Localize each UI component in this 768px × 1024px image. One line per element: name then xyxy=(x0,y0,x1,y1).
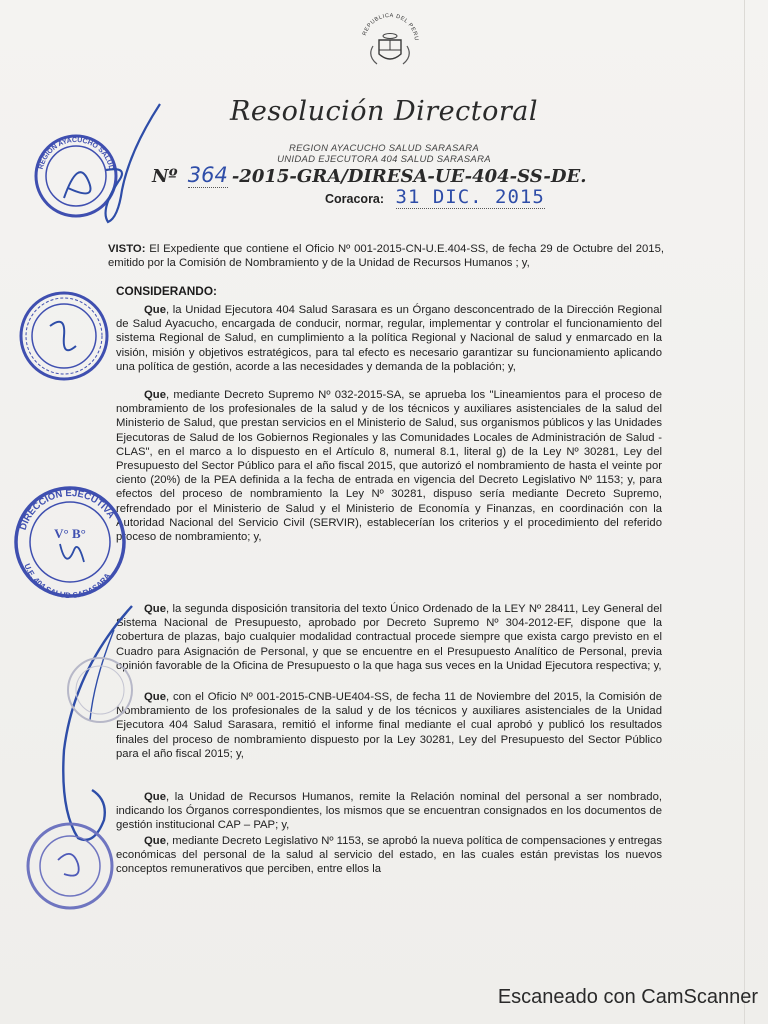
paragraph-lead: Que xyxy=(144,835,166,847)
paragraph-text: , la segunda disposición transitoria del texto Único Ordenado de la LEY Nº 28411, Ley General del Sistema Nacional de Presupuesto, aprobado por Decreto Supremo Nº 304-2012-EF, dispone que la cobertura de plazas, bajo cualquier modalidad contractual procede siempre que exista cargo previsto en el Cuadro para Asignación de Personal, y que se encuentre en el Presupuesto Analítico de Personal, previa opinión favorable de la Oficina de Presupuesto o la que haga sus veces en la Unidad Ejecutora respectiva; y, xyxy=(116,603,662,672)
paragraph-text: , la Unidad Ejecutora 404 Salud Sarasara es un Órgano desconcentrado de la Dirección Regional de Salud Ayacucho, encargada de conducir, normar, regular, implementar y controlar el funcionamiento del sistema Regional de Salud, en cumplimiento a la política Regional y Nacional de salud y enmarcado en la visión, misión y objetivos estratégicos, para tal efecto es necesario garantizar su funcionamiento aplicando una política de gestión, acorde a las necesidades y demanda de la población; y, xyxy=(116,304,662,373)
unit-subtitle: UNIDAD EJECUTORA 404 SALUD SARASARA xyxy=(277,154,491,165)
region-subtitle: REGION AYACUCHO SALUD SARASARA xyxy=(288,143,480,154)
paragraph-1 xyxy=(116,303,662,374)
paragraph-lead: Que xyxy=(144,791,166,803)
seal-3-vb: V° B° xyxy=(54,526,86,541)
peru-coat-of-arms-icon xyxy=(355,6,425,76)
official-seal-3 xyxy=(8,480,132,604)
place-label: Coracora: xyxy=(325,192,385,206)
paragraph-4 xyxy=(116,690,662,761)
official-seal-2 xyxy=(14,286,114,386)
paragraph-5 xyxy=(116,790,662,833)
paragraph-lead: Que xyxy=(144,389,166,401)
paragraph-text: , con el Oficio Nº 001-2015-CNB-UE404-SS, de fecha 11 de Noviembre del 2015, la Comisión de Nombramiento de los profesionales de la salud y de los técnicos y auxiliares asistenciales de la Unidad Ejecutora 404 Salud Sarasara, remitió el informe final mediante el cual aprobó y publicó los resultados finales del proceso de nombramiento dispuesto por la Ley 30281, Ley del Presupuesto del Sector Público para el año fiscal 2015; y, xyxy=(116,691,662,760)
official-seal-4 xyxy=(20,816,120,916)
seal-1-text: REGION AYACUCHO SALUD xyxy=(37,136,115,171)
paragraph-text: , la Unidad de Recursos Humanos, remite la Relación nominal del personal a ser nombrado, indicando los Órganos correspondientes, los mismos que se encuentran consignados en los documentos de gestión institucional CAP – PAP; y, xyxy=(116,791,662,832)
paragraph-text: , mediante Decreto Supremo Nº 032-2015-SA, se aprueba los "Lineamientos para el proceso de nombramiento de los profesionales de la salud y de los técnicos y auxiliares asistenciales de la salud del Ministerio de Salud, que prestan servicios en el Ministerio de Salud, sus organismos públicos y las Unidades Ejecutoras de Salud de los Gobiernos Regionales y las Comunidades Locales de Administración de Salud -CLAS", en el marco a lo dispuesto en el Artículo 8, numeral 8.1, literal g) de la Ley Nº 30281, Ley del Presupuesto del Sector Público para el año fiscal 2015, que autorizó el nombramiento de hasta el veinte por ciento (20%) de la PEA definida a la fecha de entrada en vigencia del Decreto Legislativo Nº 1153; y, para efectos del proceso de nombramiento la Ley Nº 30281, dispuso sería mediante Decreto Supremo, refrendado por el Ministerio de Salud y el Ministerio de Economía y Finanzas, en coordinación con la Autoridad Nacional del Servicio Civil (SERVIR), establecerían los criterios y el procedimiento del referido proceso de nombramiento; y, xyxy=(116,389,662,544)
place-date xyxy=(325,186,545,208)
number-suffix: -2015-GRA/DIRESA-UE-404-SS-DE. xyxy=(231,166,587,187)
paragraph-2 xyxy=(116,388,662,544)
paragraph-3 xyxy=(116,602,662,673)
svg-text:DIRECCION EJECUTIVA xyxy=(18,488,117,532)
visto-text: El Expediente que contiene el Oficio Nº 001-2015-CN-U.E.404-SS, de fecha 29 de Octubre del 2015, emitido por la Comisión de Nombramiento y de la Unidad de Recursos Humanos ; y, xyxy=(108,243,664,270)
faint-seal xyxy=(60,650,140,730)
svg-text:REPUBLICA DEL PERU xyxy=(362,13,419,41)
seal-3-bottom-text: U.E. 404 SALUD SARASARA xyxy=(22,562,113,601)
paragraph-text: , mediante Decreto Legislativo Nº 1153, se aprobó la nueva política de compensaciones y entregas económicas del personal de la salud al servicio del estado, en las cuales están previstas los nuevos conceptos remunerativos que perciben, entre ellos la xyxy=(116,835,662,876)
crest-text: REPUBLICA DEL PERU xyxy=(361,12,420,42)
document-title: Resolución Directoral xyxy=(230,96,538,127)
paragraph-6 xyxy=(116,834,662,877)
handwritten-number: 364 xyxy=(187,163,228,187)
date-stamp: 31 DIC. 2015 xyxy=(395,186,545,208)
paragraph-lead: Que xyxy=(144,691,166,703)
visto-label: VISTO: xyxy=(108,243,146,255)
resolution-number xyxy=(152,163,586,188)
considerando-heading: CONSIDERANDO: xyxy=(116,284,217,298)
paragraph-lead: Que xyxy=(144,304,166,316)
seal-3-top-text: DIRECCION EJECUTIVA xyxy=(17,487,117,532)
signature-1 xyxy=(60,100,170,230)
visto-paragraph xyxy=(108,242,664,270)
number-prefix: Nº xyxy=(152,166,178,187)
paragraph-lead: Que xyxy=(144,603,166,615)
camscanner-watermark: Escaneado con CamScanner xyxy=(497,986,758,1008)
